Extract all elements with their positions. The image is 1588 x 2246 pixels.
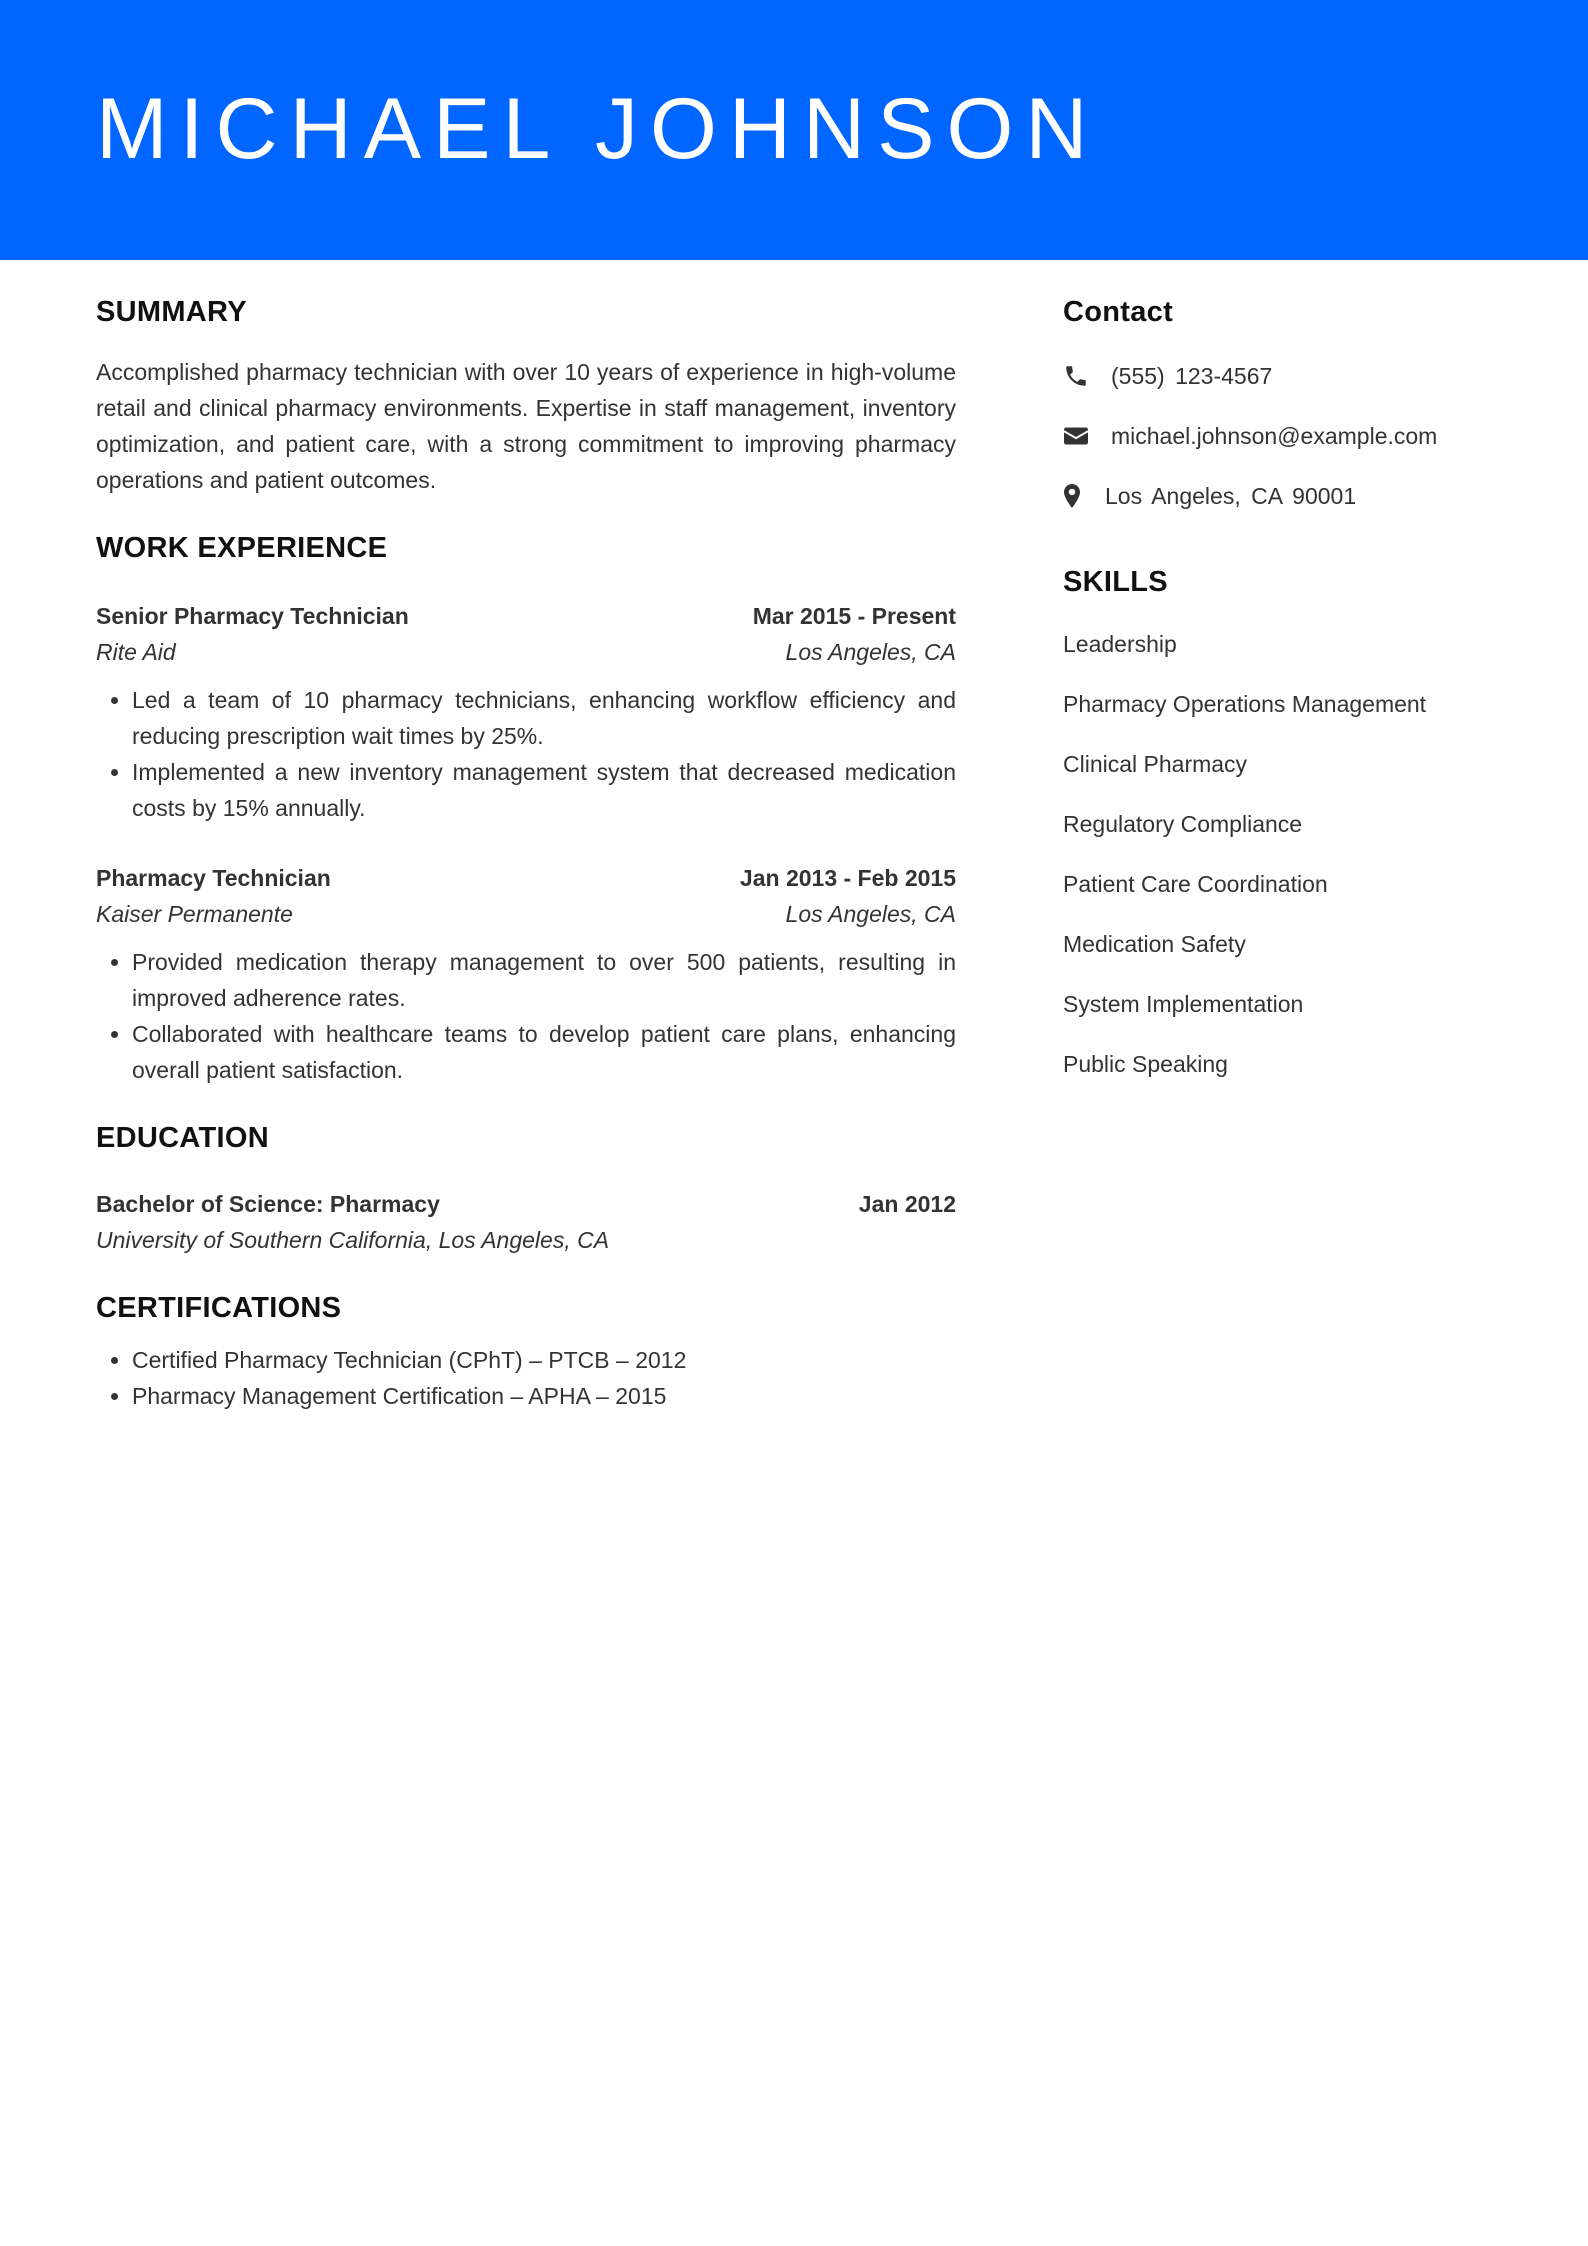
job-bullet: • Provided medication therapy management to over 500 patients, resulting in improved adherence rates.	[132, 944, 956, 1016]
job-entry	[96, 860, 956, 1088]
contact-section	[1063, 290, 1503, 514]
certification-item: • Pharmacy Management Certification – APHA – 2015	[132, 1378, 956, 1414]
email-address[interactable]: michael.johnson@example.com	[1111, 423, 1438, 449]
certification-list	[96, 1342, 956, 1414]
contact-location	[1063, 478, 1503, 514]
header-banner	[0, 0, 1588, 260]
skill-item: Medication Safety	[1063, 931, 1246, 957]
job-company: Rite Aid	[96, 639, 176, 665]
summary-section	[96, 290, 956, 498]
skill-item: Public Speaking	[1063, 1051, 1228, 1077]
skill-item: Regulatory Compliance	[1063, 811, 1303, 837]
education-section	[96, 1116, 956, 1258]
contact-heading: Contact	[1063, 296, 1174, 328]
candidate-name: MICHAEL JOHNSON	[96, 81, 1100, 177]
summary-heading: SUMMARY	[96, 296, 247, 328]
skill-item: Clinical Pharmacy	[1063, 751, 1248, 777]
job-bullets	[96, 682, 956, 826]
job-location: Los Angeles, CA	[785, 639, 956, 665]
contact-email	[1063, 418, 1503, 454]
job-bullet: • Collaborated with healthcare teams to develop patient care plans, enhancing overall patient satisfaction.	[132, 1016, 956, 1088]
degree-date: Jan 2012	[858, 1191, 956, 1217]
location-text: Los Angeles, CA 90001	[1105, 483, 1357, 509]
school-name: University of Southern California, Los Angeles, CA	[96, 1227, 610, 1253]
skills-heading: SKILLS	[1063, 566, 1168, 598]
envelope-icon	[1063, 418, 1111, 454]
certification-item: • Certified Pharmacy Technician (CPhT) – PTCB – 2012	[132, 1342, 956, 1378]
job-entry	[96, 598, 956, 826]
degree-title: Bachelor of Science: Pharmacy	[96, 1191, 440, 1217]
contact-phone	[1063, 358, 1503, 394]
education-heading: EDUCATION	[96, 1122, 269, 1154]
skill-item: Pharmacy Operations Management	[1063, 691, 1427, 717]
summary-text: Accomplished pharmacy technician with over 10 years of experience in high-volume retail and clinical pharmacy environments. Expertise in staff management, inventory optimization, and patient care, with a strong commitment to improving pharmacy operations and patient outcomes.	[96, 359, 956, 493]
certifications-section	[96, 1286, 956, 1414]
skill-item: Leadership	[1063, 631, 1177, 657]
skill-item: Patient Care Coordination	[1063, 871, 1328, 897]
map-marker-icon	[1063, 478, 1105, 514]
job-bullets	[96, 944, 956, 1088]
skills-section	[1063, 560, 1503, 1082]
job-bullet: • Implemented a new inventory management system that decreased medication costs by 15% annually.	[132, 754, 956, 826]
experience-section	[96, 526, 956, 1088]
phone-icon	[1063, 358, 1111, 394]
experience-heading: WORK EXPERIENCE	[96, 532, 388, 564]
job-dates: Mar 2015 - Present	[752, 603, 956, 629]
job-bullet: • Led a team of 10 pharmacy technicians, enhancing workflow efficiency and reducing prescription wait times by 25%.	[132, 682, 956, 754]
certifications-heading: CERTIFICATIONS	[96, 1292, 342, 1324]
job-dates: Jan 2013 - Feb 2015	[739, 865, 956, 891]
job-title: Pharmacy Technician	[96, 865, 331, 891]
phone-number[interactable]: (555) 123-4567	[1111, 363, 1273, 389]
job-title: Senior Pharmacy Technician	[96, 603, 409, 629]
main-column	[96, 290, 956, 1414]
skill-item: System Implementation	[1063, 991, 1304, 1017]
sidebar-column	[1063, 290, 1503, 1106]
skill-list	[1063, 626, 1503, 1082]
job-location: Los Angeles, CA	[785, 901, 956, 927]
job-company: Kaiser Permanente	[96, 901, 293, 927]
